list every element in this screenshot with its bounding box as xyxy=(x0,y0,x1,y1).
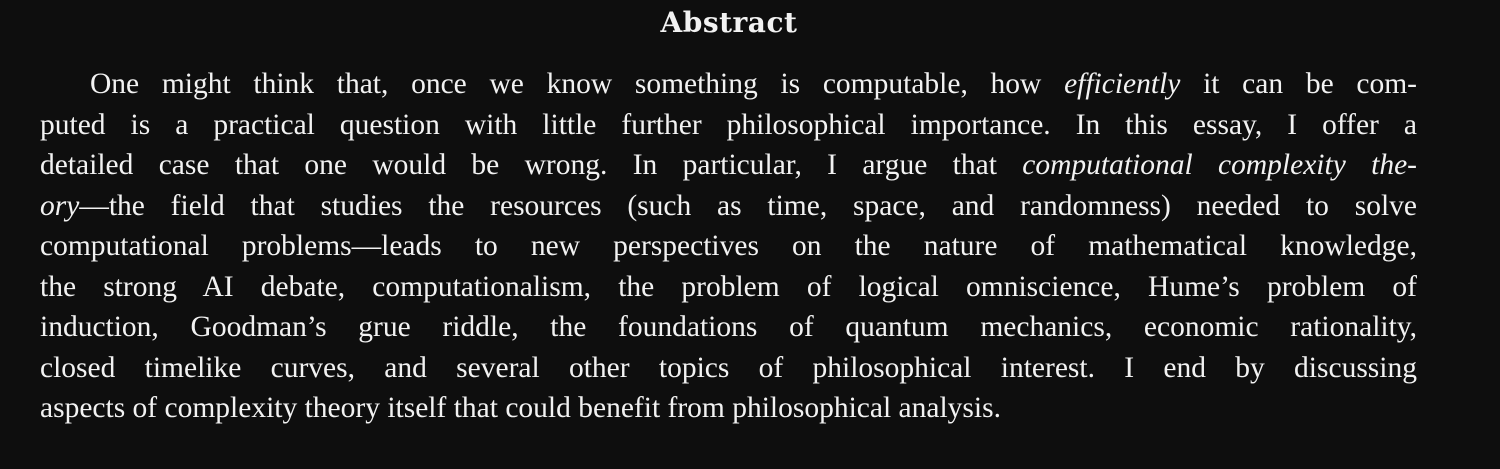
abstract-line: One might think that, once we know something is computable, how efficiently it can be com- xyxy=(90,68,1417,100)
abstract-line: aspects of complexity theory itself that could benefit from philosophical analysis. xyxy=(40,392,1001,424)
emphasis-text: computational complexity the- xyxy=(1022,149,1417,181)
abstract-line: closed timelike curves, and several other topics of philosophical interest. I end by discussing xyxy=(40,351,1417,384)
abstract-line: computational problems—leads to new perspectives on the nature of mathematical knowledge, xyxy=(40,230,1417,262)
emphasis-text: ory xyxy=(40,189,80,222)
abstract-heading: Abstract xyxy=(660,6,798,39)
abstract-line: detailed case that one would be wrong. In particular, I argue that computational complexity the- xyxy=(40,149,1417,181)
abstract-line: ory—the field that studies the resources (such as time, space, and randomness) needed to solve xyxy=(40,189,1417,222)
abstract-line: puted is a practical question with little further philosophical importance. In this essay, I offer a xyxy=(40,108,1417,141)
abstract-body xyxy=(40,64,1417,429)
abstract-line: the strong AI debate, computationalism, the problem of logical omniscience, Hume’s problem of xyxy=(40,270,1417,303)
abstract-line: induction, Goodman’s grue riddle, the foundations of quantum mechanics, economic rationality, xyxy=(40,311,1417,343)
emphasis-text: efficiently xyxy=(1064,68,1181,100)
